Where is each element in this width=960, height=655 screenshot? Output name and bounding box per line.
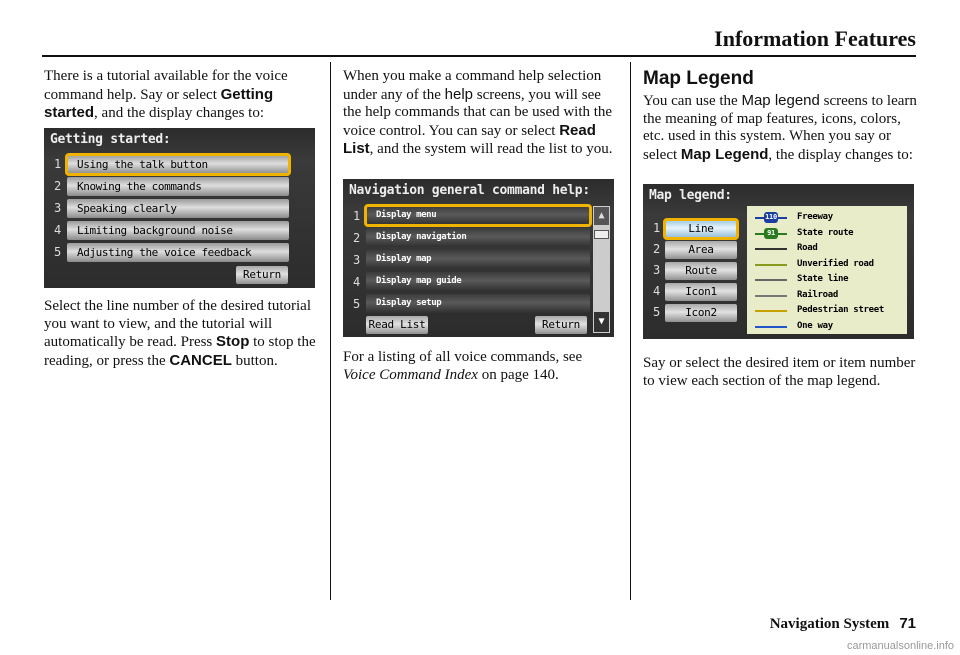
item-number: 4	[54, 223, 62, 237]
bold-term-read-list: Read List	[343, 121, 596, 158]
menu-item[interactable]: Using the talk button	[67, 155, 289, 174]
header-rule	[42, 55, 916, 57]
item-number: 4	[353, 275, 361, 289]
legend-row	[755, 272, 903, 287]
legend-category-line[interactable]: Line	[665, 220, 737, 238]
getting-started-screen	[44, 128, 315, 288]
legend-label: Road	[797, 243, 818, 253]
help-item[interactable]: Display setup	[366, 294, 590, 313]
page-footer	[770, 615, 916, 633]
text: , the display changes to:	[768, 146, 913, 163]
menu-item[interactable]: Adjusting the voice feedback	[67, 243, 289, 262]
col2-paragraph-2	[343, 349, 618, 384]
page-number: 71	[899, 615, 916, 632]
text: Select the line number of the desired tutorial you want to view, and the tutorial will automatically be read. Press	[44, 298, 311, 351]
col2-paragraph-1	[343, 68, 618, 159]
term-map-legend: Map legend	[741, 92, 820, 109]
help-item[interactable]: Display map	[366, 250, 590, 269]
legend-line-swatch	[755, 326, 787, 328]
legend-label: One way	[797, 320, 833, 331]
text: button.	[231, 352, 278, 369]
legend-category-icon2[interactable]: Icon2	[665, 304, 737, 322]
col1-paragraph-2	[44, 298, 319, 370]
reference-voice-command-index: Voice Command Index	[343, 366, 478, 383]
item-number: 5	[653, 305, 661, 319]
item-number: 3	[54, 201, 62, 215]
legend-row	[755, 226, 903, 241]
bold-term-cancel: CANCEL	[169, 351, 232, 369]
legend-line-swatch	[755, 279, 787, 281]
legend-row	[755, 210, 903, 225]
help-item[interactable]: Display menu	[366, 206, 590, 225]
item-number: 5	[353, 297, 361, 311]
item-number: 2	[353, 231, 361, 245]
column-1-lower	[44, 298, 319, 370]
item-number: 1	[54, 157, 62, 171]
legend-line-swatch	[755, 264, 787, 266]
item-number: 1	[653, 221, 661, 235]
item-number: 3	[653, 263, 661, 277]
legend-label: Railroad	[797, 289, 838, 300]
column-3-lower	[643, 355, 918, 390]
legend-label: Unverified road	[797, 258, 874, 269]
return-button[interactable]: Return	[236, 266, 288, 284]
item-number: 1	[353, 209, 361, 223]
route-badge-icon: 91	[764, 228, 778, 239]
scrollbar[interactable]	[593, 206, 610, 333]
legend-category-area[interactable]: Area	[665, 241, 737, 259]
legend-row	[755, 241, 903, 256]
column-2	[343, 68, 618, 159]
navigation-help-screen	[343, 179, 614, 337]
read-list-button[interactable]: Read List	[366, 316, 428, 334]
screen-title: Map legend:	[649, 188, 732, 203]
legend-line-swatch	[755, 248, 787, 250]
menu-item[interactable]: Limiting background noise	[67, 221, 289, 240]
legend-label: Freeway	[797, 212, 833, 222]
text: You can use the	[643, 93, 742, 109]
bold-term-stop: Stop	[216, 333, 250, 351]
legend-label: State line	[797, 274, 849, 284]
legend-line-swatch	[755, 295, 787, 297]
column-divider	[330, 62, 331, 600]
legend-row	[755, 257, 903, 272]
scroll-thumb[interactable]	[594, 230, 609, 239]
text: screens to learn the meaning of map features, icons, colors, etc. used in this system. When you say or select	[643, 93, 917, 163]
bold-term-getting-started: Getting started	[44, 85, 274, 122]
item-number: 4	[653, 284, 661, 298]
section-heading-map-legend: Map Legend	[643, 68, 754, 89]
scroll-up-icon[interactable]: ▲	[594, 207, 609, 225]
text: , and the system will read the list to you.	[369, 141, 613, 158]
item-number: 2	[653, 242, 661, 256]
page-header-title: Information Features	[714, 26, 916, 51]
route-badge-icon: 110	[765, 213, 777, 221]
column-1	[44, 68, 319, 123]
col3-paragraph-2: Say or select the desired item or item number to view each section of the map legend.	[643, 355, 916, 389]
menu-item[interactable]: Knowing the commands	[67, 177, 289, 196]
screen-title: Getting started:	[50, 132, 171, 147]
legend-label: Pedestrian street	[797, 305, 885, 315]
legend-row	[755, 303, 903, 318]
help-item[interactable]: Display map guide	[366, 272, 590, 291]
legend-row	[755, 288, 903, 303]
column-divider	[630, 62, 631, 600]
watermark: carmanualsonline.info	[846, 640, 954, 652]
text: , and the display changes to:	[94, 105, 264, 122]
term-help: help	[444, 85, 473, 103]
legend-row	[755, 319, 903, 334]
scroll-down-icon[interactable]: ▼	[594, 312, 609, 332]
text: For a listing of all voice commands, see	[343, 349, 583, 365]
text: to stop the reading, or press the	[44, 334, 316, 369]
text: on page 140.	[477, 366, 559, 383]
menu-item[interactable]: Speaking clearly	[67, 199, 289, 218]
legend-label: State route	[797, 227, 854, 238]
help-item[interactable]: Display navigation	[366, 228, 590, 247]
col1-paragraph-1	[44, 68, 319, 123]
legend-category-icon1[interactable]: Icon1	[665, 283, 737, 301]
text: When you make a command help selection under any of the	[343, 68, 602, 103]
text: There is a tutorial available for the voice command help. Say or select	[44, 68, 288, 103]
item-number: 2	[54, 179, 62, 193]
screen-title: Navigation general command help:	[349, 183, 590, 198]
item-number: 5	[54, 245, 62, 259]
column-3	[643, 68, 918, 164]
text: screens, you will see the help commands that can be used with the voice control. You can say or select	[343, 86, 613, 139]
col3-paragraph-1	[643, 92, 918, 164]
legend-category-route[interactable]: Route	[665, 262, 737, 280]
footer-section: Navigation System	[769, 616, 890, 632]
bold-term-map-legend: Map Legend	[680, 145, 769, 163]
column-2-lower	[343, 349, 618, 384]
map-legend-screen	[643, 184, 914, 339]
legend-line-swatch	[755, 310, 787, 312]
return-button[interactable]: Return	[535, 316, 587, 334]
item-number: 3	[353, 253, 361, 267]
legend-panel	[747, 206, 907, 334]
